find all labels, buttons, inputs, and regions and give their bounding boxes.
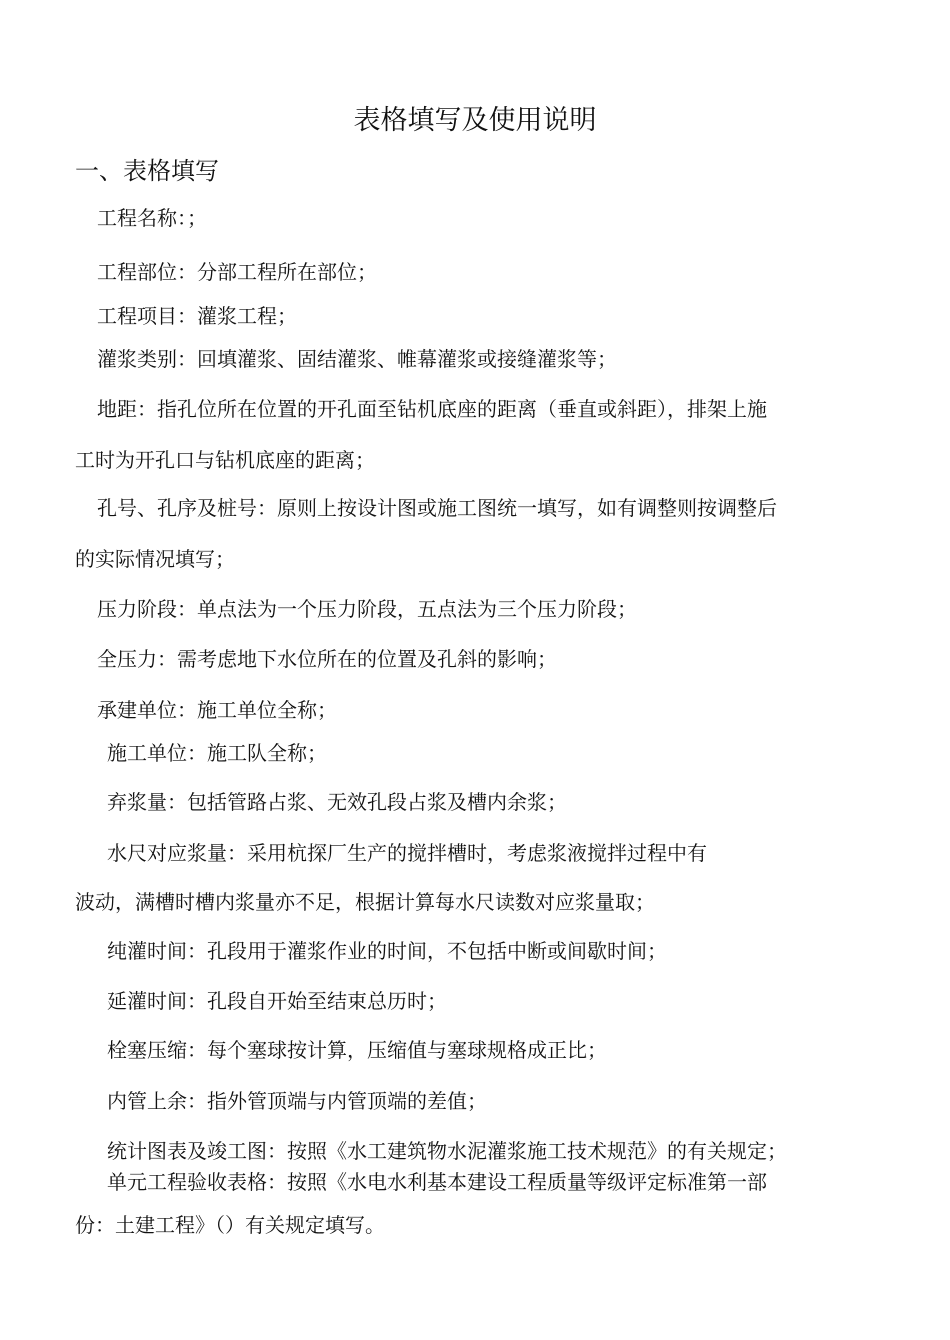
section-heading: 一、表格填写 xyxy=(75,157,219,185)
text-line: 份：土建工程》（）有关规定填写。 xyxy=(75,1213,385,1237)
text-line: 施工单位：施工队全称； xyxy=(107,741,327,765)
document-title: 表格填写及使用说明 xyxy=(353,105,597,136)
text-line: 水尺对应浆量：采用杭探厂生产的搅拌槽时，考虑浆液搅拌过程中有 xyxy=(107,841,707,865)
text-line: 压力阶段：单点法为一个压力阶段，五点法为三个压力阶段； xyxy=(97,597,637,621)
text-line: 单元工程验收表格：按照《水电水利基本建设工程质量等级评定标准第一部 xyxy=(107,1170,767,1194)
text-line: 全压力：需考虑地下水位所在的位置及孔斜的影响； xyxy=(97,647,557,671)
text-line: 工程项目：灌浆工程； xyxy=(97,304,297,328)
text-line: 灌浆类别：回填灌浆、固结灌浆、帷幕灌浆或接缝灌浆等； xyxy=(97,347,617,371)
text-line: 栓塞压缩：每个塞球按计算，压缩值与塞球规格成正比； xyxy=(107,1038,607,1062)
text-line: 工程名称：； xyxy=(97,206,207,230)
text-line: 统计图表及竣工图：按照《水工建筑物水泥灌浆施工技术规范》的有关规定； xyxy=(107,1139,787,1163)
text-line: 承建单位：施工单位全称； xyxy=(97,698,337,722)
text-line: 地距：指孔位所在位置的开孔面至钻机底座的距离（垂直或斜距），排架上施 xyxy=(97,397,767,421)
text-line: 工时为开孔口与钻机底座的距离； xyxy=(75,448,375,472)
text-line: 波动，满槽时槽内浆量亦不足，根据计算每水尺读数对应浆量取； xyxy=(75,890,655,914)
text-line: 工程部位：分部工程所在部位； xyxy=(97,260,377,284)
text-line: 的实际情况填写； xyxy=(75,547,235,571)
text-line: 内管上余：指外管顶端与内管顶端的差值； xyxy=(107,1089,487,1113)
text-line: 延灌时间：孔段自开始至结束总历时； xyxy=(107,989,447,1013)
text-line: 孔号、孔序及桩号：原则上按设计图或施工图统一填写，如有调整则按调整后 xyxy=(97,496,777,520)
text-line: 纯灌时间：孔段用于灌浆作业的时间，不包括中断或间歇时间； xyxy=(107,939,667,963)
text-line: 弃浆量：包括管路占浆、无效孔段占浆及槽内余浆； xyxy=(107,790,567,814)
